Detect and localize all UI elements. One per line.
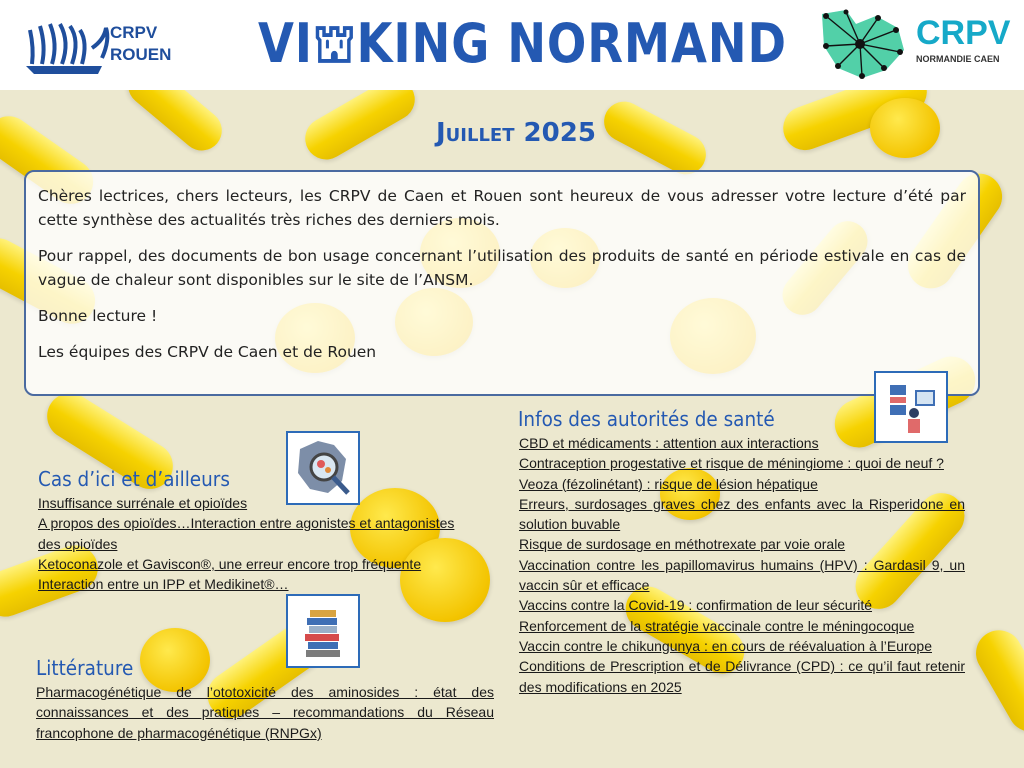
- org-name: CRPV: [110, 23, 158, 42]
- intro-text-after-link: .: [468, 271, 474, 289]
- infos-section-title: Infos des autorités de santé: [518, 407, 775, 431]
- cas-link-4[interactable]: Interaction entre un IPP et Medikinet®…: [38, 576, 289, 593]
- infos-link-5[interactable]: Risque de surdosage en méthotrexate par voie orale: [519, 536, 846, 553]
- city-name: ROUEN: [110, 45, 172, 64]
- cas-link-3[interactable]: Ketoconazole et Gaviscon®, une erreur encore trop fréquente: [38, 555, 422, 572]
- litterature-section-title: Littérature: [36, 656, 134, 680]
- crpv-brand-subtitle: NORMANDIE CAEN: [916, 54, 1000, 64]
- intro-text-before-link: Pour rappel, des documents de bon usage concernant l’utilisation des produits de santé en période estivale en cas de vague de chaleur sont disponibles sur: [38, 247, 966, 289]
- cas-link-2[interactable]: A propos des opioïdes…Interaction entre agonistes et antagonistes des opioïdes: [38, 515, 455, 552]
- crpv-rouen-label: [110, 22, 171, 66]
- intro-greeting: Bonne lecture !: [38, 307, 158, 325]
- litterature-link-1[interactable]: Pharmacogénétique de l’ototoxicité des aminosides : état des connaissances et des pratiques – recommandations du Réseau francophone de pharmacogénétique (RNPGx): [36, 684, 494, 741]
- newsletter-title: VI⛫KING NORMAND: [258, 12, 787, 75]
- infos-link-7[interactable]: Vaccins contre la Covid-19 : confirmation de leur sécurité: [519, 597, 873, 614]
- page-header: [0, 0, 1024, 90]
- cas-links: [38, 493, 480, 594]
- intro-paragraph-2: [38, 244, 966, 292]
- cas-section-title: Cas d’ici et d’ailleurs: [38, 467, 230, 491]
- normandie-network-logo: [816, 6, 906, 82]
- infos-link-3[interactable]: Veoza (fézolinétant) : risque de lésion hépatique: [519, 475, 818, 492]
- infos-link-6[interactable]: Vaccination contre les papillomavirus humains (HPV) : Gardasil 9, un vaccin sûr et efficace: [519, 556, 965, 594]
- intro-paragraph-1: Chères lectrices, chers lecteurs, les CRPV de Caen et Rouen sont heureux de vous adresser votre lecture d’été par cette synthèse des actualités très riches des derniers mois.: [38, 187, 966, 229]
- issue-date: Juillet 2025: [436, 118, 596, 148]
- ansm-site-link[interactable]: le site de l’ANSM: [337, 271, 469, 289]
- litterature-links: [36, 682, 494, 743]
- cas-link-1[interactable]: Insuffisance surrénale et opioïdes: [38, 495, 248, 511]
- infos-link-10[interactable]: Conditions de Prescription et de Délivrance (CPD) : ce qu’il faut retenir des modifications en 2025: [519, 658, 965, 695]
- infos-link-8[interactable]: Renforcement de la stratégie vaccinale contre le méningocoque: [519, 617, 915, 634]
- books-icon: [286, 594, 360, 668]
- infos-link-9[interactable]: Vaccin contre le chikungunya : en cours de réévaluation à l’Europe: [519, 637, 932, 654]
- infos-link-1[interactable]: CBD et médicaments : attention aux interactions: [519, 435, 819, 451]
- infos-link-4[interactable]: Erreurs, surdosages graves chez des enfants avec la Risperidone en solution buvable: [519, 495, 965, 533]
- infos-links: [519, 433, 965, 697]
- intro-signature: Les équipes des CRPV de Caen et de Rouen: [38, 343, 377, 361]
- crpv-brand-name: CRPV: [916, 14, 1011, 52]
- infos-link-2[interactable]: Contraception progestative et risque de méningiome : quoi de neuf ?: [519, 455, 944, 472]
- intro-box: [24, 170, 980, 396]
